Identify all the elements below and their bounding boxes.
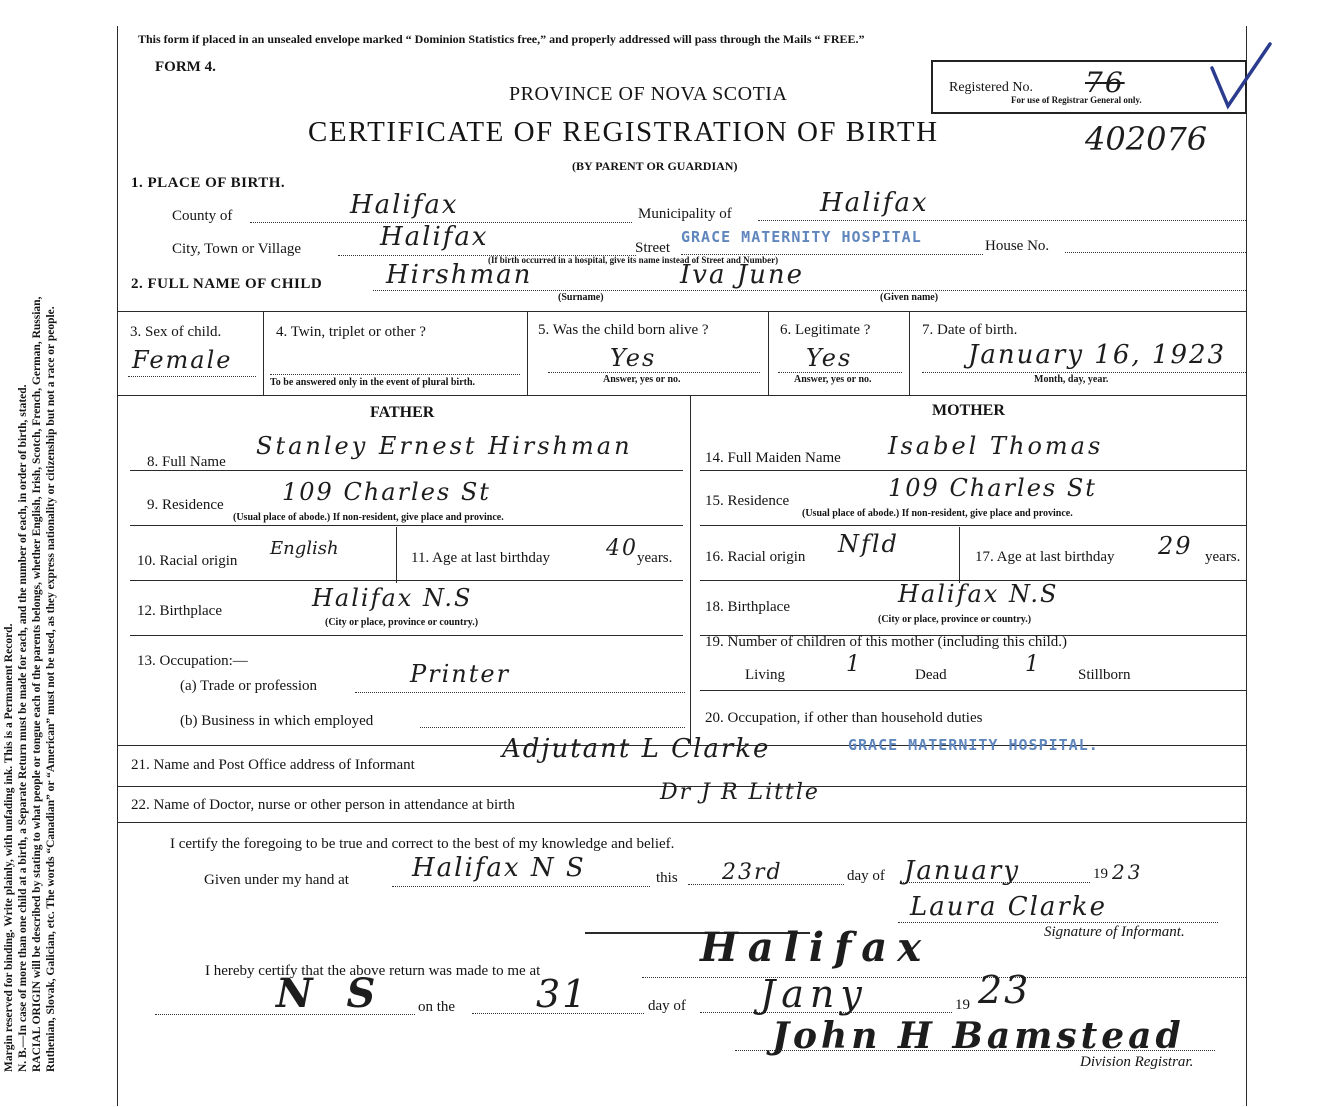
father-birthplace: Halifax N.S: [312, 584, 473, 612]
given-day: 23rd: [722, 860, 783, 885]
mother-residence-label: 15. Residence: [705, 493, 790, 509]
row-rule: [700, 525, 1246, 526]
parents-divider: [690, 395, 691, 745]
mother-race: Nfld: [838, 530, 899, 558]
mother-heading: MOTHER: [932, 402, 1005, 419]
margin-line-racial: RACIAL ORIGIN will be described by stating to what people or tongue each of the parents belongs, whether English, Irish, Scotch, French, German, Russian,: [31, 296, 43, 1072]
mail-notice: This form if placed in an unsealed envelope marked “ Dominion Statistics free,” and properly addressed will pass through the Mails “ FREE.”: [138, 32, 865, 46]
col-rule: [263, 311, 264, 395]
mother-occupation-label: 20. Occupation, if other than household duties: [705, 710, 983, 726]
margin-line-nb: N. B.—In case of more than one child at a birth, a Separate Return must be made for each, and the number of each, in order of birth, stated.: [17, 384, 29, 1072]
trade-line: [355, 692, 685, 693]
father-age-label: 11. Age at last birthday: [411, 550, 550, 566]
this-label: this: [656, 870, 678, 886]
informant-label: 21. Name and Post Office address of Informant: [131, 757, 415, 773]
house-line: [1065, 252, 1246, 253]
margin-line-binding: Margin reserved for binding. Write plainly, with unfading ink. This is a Permanent Record.: [3, 623, 15, 1072]
page-title: CERTIFICATE OF REGISTRATION OF BIRTH: [308, 116, 939, 148]
business-label: (b) Business in which employed: [180, 713, 374, 729]
children-count-label: 19. Number of children of this mother (including this child.): [705, 634, 1068, 650]
father-residence-caption: (Usual place of abode.) If non-resident, give place and province.: [233, 512, 504, 523]
registrar-year: 23: [978, 968, 1031, 1012]
living-label: Living: [745, 667, 785, 683]
registrar-day: 31: [536, 972, 589, 1016]
mother-residence: 109 Charles St: [888, 474, 1097, 502]
check-mark: [1208, 40, 1274, 112]
signature-line: [898, 922, 1218, 923]
registrar-place-cont-line: [155, 1014, 415, 1015]
twin-label: 4. Twin, triplet or other ?: [276, 324, 426, 340]
mother-years: years.: [1205, 549, 1241, 565]
form-number: FORM 4.: [155, 59, 216, 75]
father-years: years.: [637, 550, 673, 566]
margin-instructions: [2, 72, 58, 1072]
registrar-month: Jany: [760, 972, 868, 1016]
father-age: 40: [606, 536, 638, 561]
alive-caption: Answer, yes or no.: [603, 374, 681, 385]
row-rule: [700, 690, 1246, 691]
alive-label: 5. Was the child born alive ?: [538, 322, 709, 338]
page-subtitle: (BY PARENT OR GUARDIAN): [572, 159, 738, 173]
given-month: January: [904, 856, 1021, 886]
child-name-line: [373, 290, 1246, 291]
given-place: Halifax N S: [412, 853, 586, 883]
col-rule: [768, 311, 769, 395]
row-rule: [130, 525, 683, 526]
father-residence: 109 Charles St: [282, 478, 491, 506]
signature-caption: Signature of Informant.: [1044, 924, 1185, 940]
dead-value: 1: [1025, 652, 1041, 677]
mother-race-label: 16. Racial origin: [705, 549, 806, 565]
trade-label: (a) Trade or profession: [180, 678, 318, 694]
county-label: County of: [172, 208, 233, 224]
father-name: Stanley Ernest Hirshman: [256, 432, 633, 460]
father-residence-label: 9. Residence: [147, 497, 224, 513]
father-name-label: 8. Full Name: [147, 454, 226, 470]
registrar-day-of-label: day of: [648, 998, 686, 1014]
registrar-on-the-label: on the: [418, 999, 456, 1015]
registered-box: [931, 60, 1247, 114]
legitimate-value: Yes: [806, 344, 853, 372]
legitimate-label: 6. Legitimate ?: [780, 322, 871, 338]
municipality-label: Municipality of: [638, 206, 732, 222]
mother-residence-caption: (Usual place of abode.) If non-resident, give place and province.: [802, 508, 1073, 519]
surname-caption: (Surname): [558, 292, 604, 303]
father-birthplace-label: 12. Birthplace: [137, 603, 222, 619]
mother-age: 29: [1158, 532, 1193, 560]
row-rule: [117, 395, 1246, 396]
legitimate-caption: Answer, yes or no.: [794, 374, 872, 385]
col-rule: [396, 527, 397, 583]
province-heading: PROVINCE OF NOVA SCOTIA: [509, 83, 788, 105]
house-label: House No.: [985, 238, 1050, 254]
city-value: Halifax: [380, 222, 489, 252]
informant-stamp: GRACE MATERNITY HOSPITAL.: [848, 736, 1099, 754]
dob-caption: Month, day, year.: [1034, 374, 1109, 385]
twin-note: To be answered only in the event of plural birth.: [270, 377, 476, 388]
father-heading: FATHER: [370, 404, 435, 421]
table-top-rule: [117, 311, 1246, 312]
municipality-line: [758, 220, 1246, 221]
alive-value: Yes: [610, 344, 657, 372]
registrar-place: Halifax: [700, 924, 932, 971]
registrar-place-cont: N S: [276, 970, 386, 1017]
registered-label: Registered No.: [949, 80, 1033, 95]
mother-name-label: 14. Full Maiden Name: [705, 450, 841, 466]
given-place-line: [392, 886, 650, 887]
dob-line: [922, 372, 1246, 373]
margin-line-racial-cont: Ruthenian, Slovak, Galician, etc. The words “Canadian” or “American” must not be used, as they express nationality or citizenship but not a race or people.: [45, 306, 57, 1072]
dob-value: January 16, 1923: [968, 340, 1227, 370]
trade-value: Printer: [410, 660, 511, 688]
mother-birthplace-label: 18. Birthplace: [705, 599, 790, 615]
registrar-year-prefix: 19: [955, 997, 970, 1013]
sex-value: Female: [132, 346, 233, 374]
mother-name: Isabel Thomas: [888, 432, 1104, 460]
registrar-statement: I hereby certify that the above return was made to me at: [205, 963, 541, 979]
dead-label: Dead: [915, 667, 947, 683]
registrar-place-line: [642, 977, 1246, 978]
given-year-prefix: 19: [1093, 866, 1108, 882]
child-name-label: 2. FULL NAME OF CHILD: [131, 276, 323, 292]
occupation-label: 13. Occupation:—: [137, 653, 248, 669]
given-day-of-label: day of: [847, 868, 885, 884]
informant-signature: Laura Clarke: [910, 892, 1107, 922]
informant-name: Adjutant L Clarke: [502, 734, 771, 764]
col-rule: [909, 311, 910, 395]
row-rule: [117, 822, 1246, 823]
alive-line: [548, 372, 760, 373]
twin-line: [270, 374, 520, 375]
margin-rule: [117, 26, 118, 1106]
certify-statement: I certify the foregoing to be true and correct to the best of my knowledge and belief.: [170, 836, 675, 852]
row-rule: [700, 470, 1246, 471]
sex-label: 3. Sex of child.: [130, 324, 222, 340]
legitimate-line: [778, 372, 902, 373]
registrar-caption: Division Registrar.: [1080, 1054, 1194, 1070]
given-year: 23: [1112, 860, 1144, 884]
col-rule: [527, 311, 528, 395]
hospital-note: (If birth occurred in a hospital, give its name instead of Street and Number): [488, 255, 779, 265]
mother-birthplace: Halifax N.S: [898, 580, 1059, 608]
row-rule: [130, 580, 683, 581]
place-heading: 1. PLACE OF BIRTH.: [131, 175, 286, 191]
father-birthplace-caption: (City or place, province or country.): [325, 617, 479, 628]
street-label: Street: [635, 240, 670, 256]
registered-number: 76: [1085, 66, 1125, 99]
city-label: City, Town or Village: [172, 241, 302, 257]
col-rule: [959, 527, 960, 583]
stillborn-label: Stillborn: [1078, 667, 1131, 683]
certificate-number: 402076: [1085, 120, 1208, 158]
street-stamp: GRACE MATERNITY HOSPITAL: [681, 228, 922, 246]
sex-line: [128, 376, 256, 377]
registrar-signature: John H Bamstead: [772, 1015, 1185, 1057]
living-value: 1: [846, 652, 862, 677]
dob-label: 7. Date of birth.: [922, 322, 1018, 338]
right-rule: [1246, 26, 1247, 1106]
given-label: Given under my hand at: [204, 872, 349, 888]
child-given-name: Iva June: [680, 260, 805, 290]
doctor-label: 22. Name of Doctor, nurse or other person in attendance at birth: [131, 797, 515, 813]
municipality-value: Halifax: [820, 188, 929, 218]
registrar-use-note: For use of Registrar General only.: [1011, 95, 1142, 105]
mother-birthplace-caption: (City or place, province or country.): [878, 614, 1032, 625]
row-rule: [130, 635, 683, 636]
business-line: [420, 727, 685, 728]
check-mark-stroke: [1212, 44, 1270, 106]
child-surname: Hirshman: [386, 260, 533, 290]
registrar-signature-line: [735, 1050, 1215, 1051]
doctor-name: Dr J R Little: [660, 780, 820, 805]
given-caption: (Given name): [880, 292, 939, 303]
father-race-label: 10. Racial origin: [137, 553, 238, 569]
father-race: English: [270, 538, 339, 559]
mother-age-label: 17. Age at last birthday: [975, 549, 1115, 565]
county-value: Halifax: [350, 190, 459, 220]
